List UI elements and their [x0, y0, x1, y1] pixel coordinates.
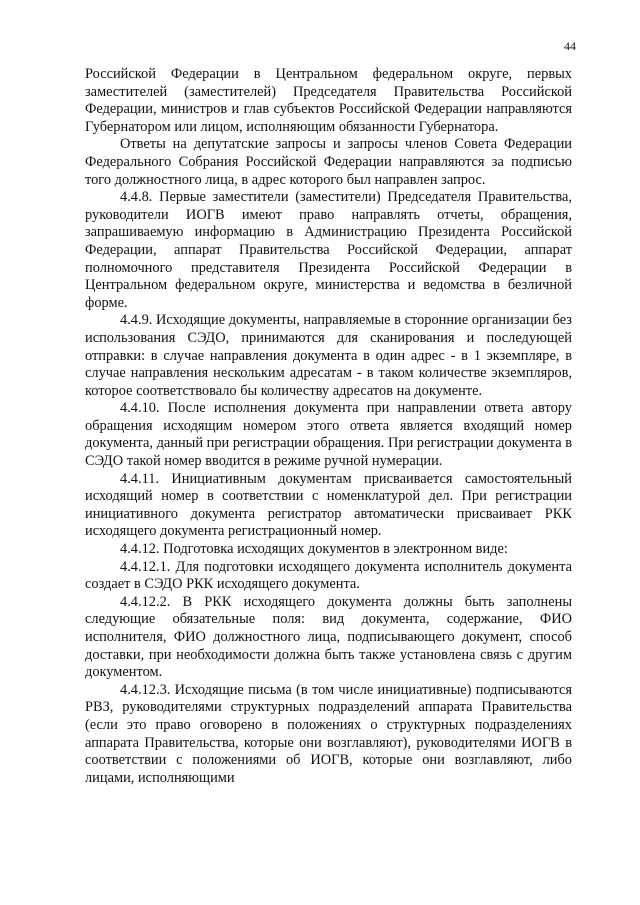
document-body: [85, 66, 572, 787]
paragraph-continuation: Российской Федерации в Центральном федеральном округе, первых заместителей (заместителей) Председателя Правительства Российской Федерации, министров и глав субъектов Российской Федерации направляются Губернатором или лицом, исполняющим обязанности Губернатора.: [85, 66, 572, 135]
paragraph-deputy-requests: Ответы на депутатские запросы и запросы членов Совета Федерации Федерального Собрания Российской Федерации направляются за подписью того должностного лица, в адрес которого был направлен запрос.: [85, 136, 572, 188]
paragraph-4-4-12-2: 4.4.12.2. В РКК исходящего документа должны быть заполнены следующие обязательные поля: вид документа, содержание, ФИО исполнителя, ФИО должностного лица, подписывающего документ, способ доставки, при необходимости должна быть также установлена связь с другим документом.: [85, 593, 572, 681]
paragraph-4-4-8: 4.4.8. Первые заместители (заместители) Председателя Правительства, руководители ИОГВ имеют право направлять отчеты, обращения, запрашиваемую информацию в Администрацию Президента Российской Федерации, аппарат Правительства Российской Федерации, аппарат полномочного представителя Президента Российской Федерации в Центральном федеральном округе, министерства и ведомства в безличной форме.: [85, 189, 572, 311]
paragraph-4-4-9: 4.4.9. Исходящие документы, направляемые в сторонние организации без использования СЭДО, принимаются для сканирования и последующей отправки: в случае направления документа в один адрес - в 1 экземпляре, в случае направления нескольким адресатам - в таком количестве экземпляров, которое соответствовало бы количеству адресатов на документе.: [85, 312, 572, 399]
paragraph-4-4-12-3: 4.4.12.3. Исходящие письма (в том числе инициативные) подписываются РВЗ, руководителями структурных подразделений аппарата Правительства (если это право оговорено в положениях о структурных подразделениях аппарата Правительства, которые они возглавляют), руководителями ИОГВ в соответствии с положениями об ИОГВ, которые они возглавляют, либо лицами, исполняющими: [85, 681, 572, 786]
paragraph-4-4-11: 4.4.11. Инициативным документам присваивается самостоятельный исходящий номер в соответствии с номенклатурой дел. При регистрации инициативного документа регистратор автоматически присваивает РКК исходящего документа регистрационный номер.: [85, 470, 572, 540]
page-number: 44: [564, 39, 576, 53]
paragraph-4-4-12: 4.4.12. Подготовка исходящих документов в электронном виде:: [120, 541, 508, 558]
paragraph-4-4-10: 4.4.10. После исполнения документа при направлении ответа автору обращения исходящим номером этого ответа является входящий номер документа, данный при регистрации обращения. При регистрации документа в СЭДО такой номер вводится в режиме ручной нумерации.: [85, 400, 572, 470]
paragraph-4-4-12-1: 4.4.12.1. Для подготовки исходящего документа исполнитель документа создает в СЭДО РКК исходящего документа.: [85, 558, 572, 593]
